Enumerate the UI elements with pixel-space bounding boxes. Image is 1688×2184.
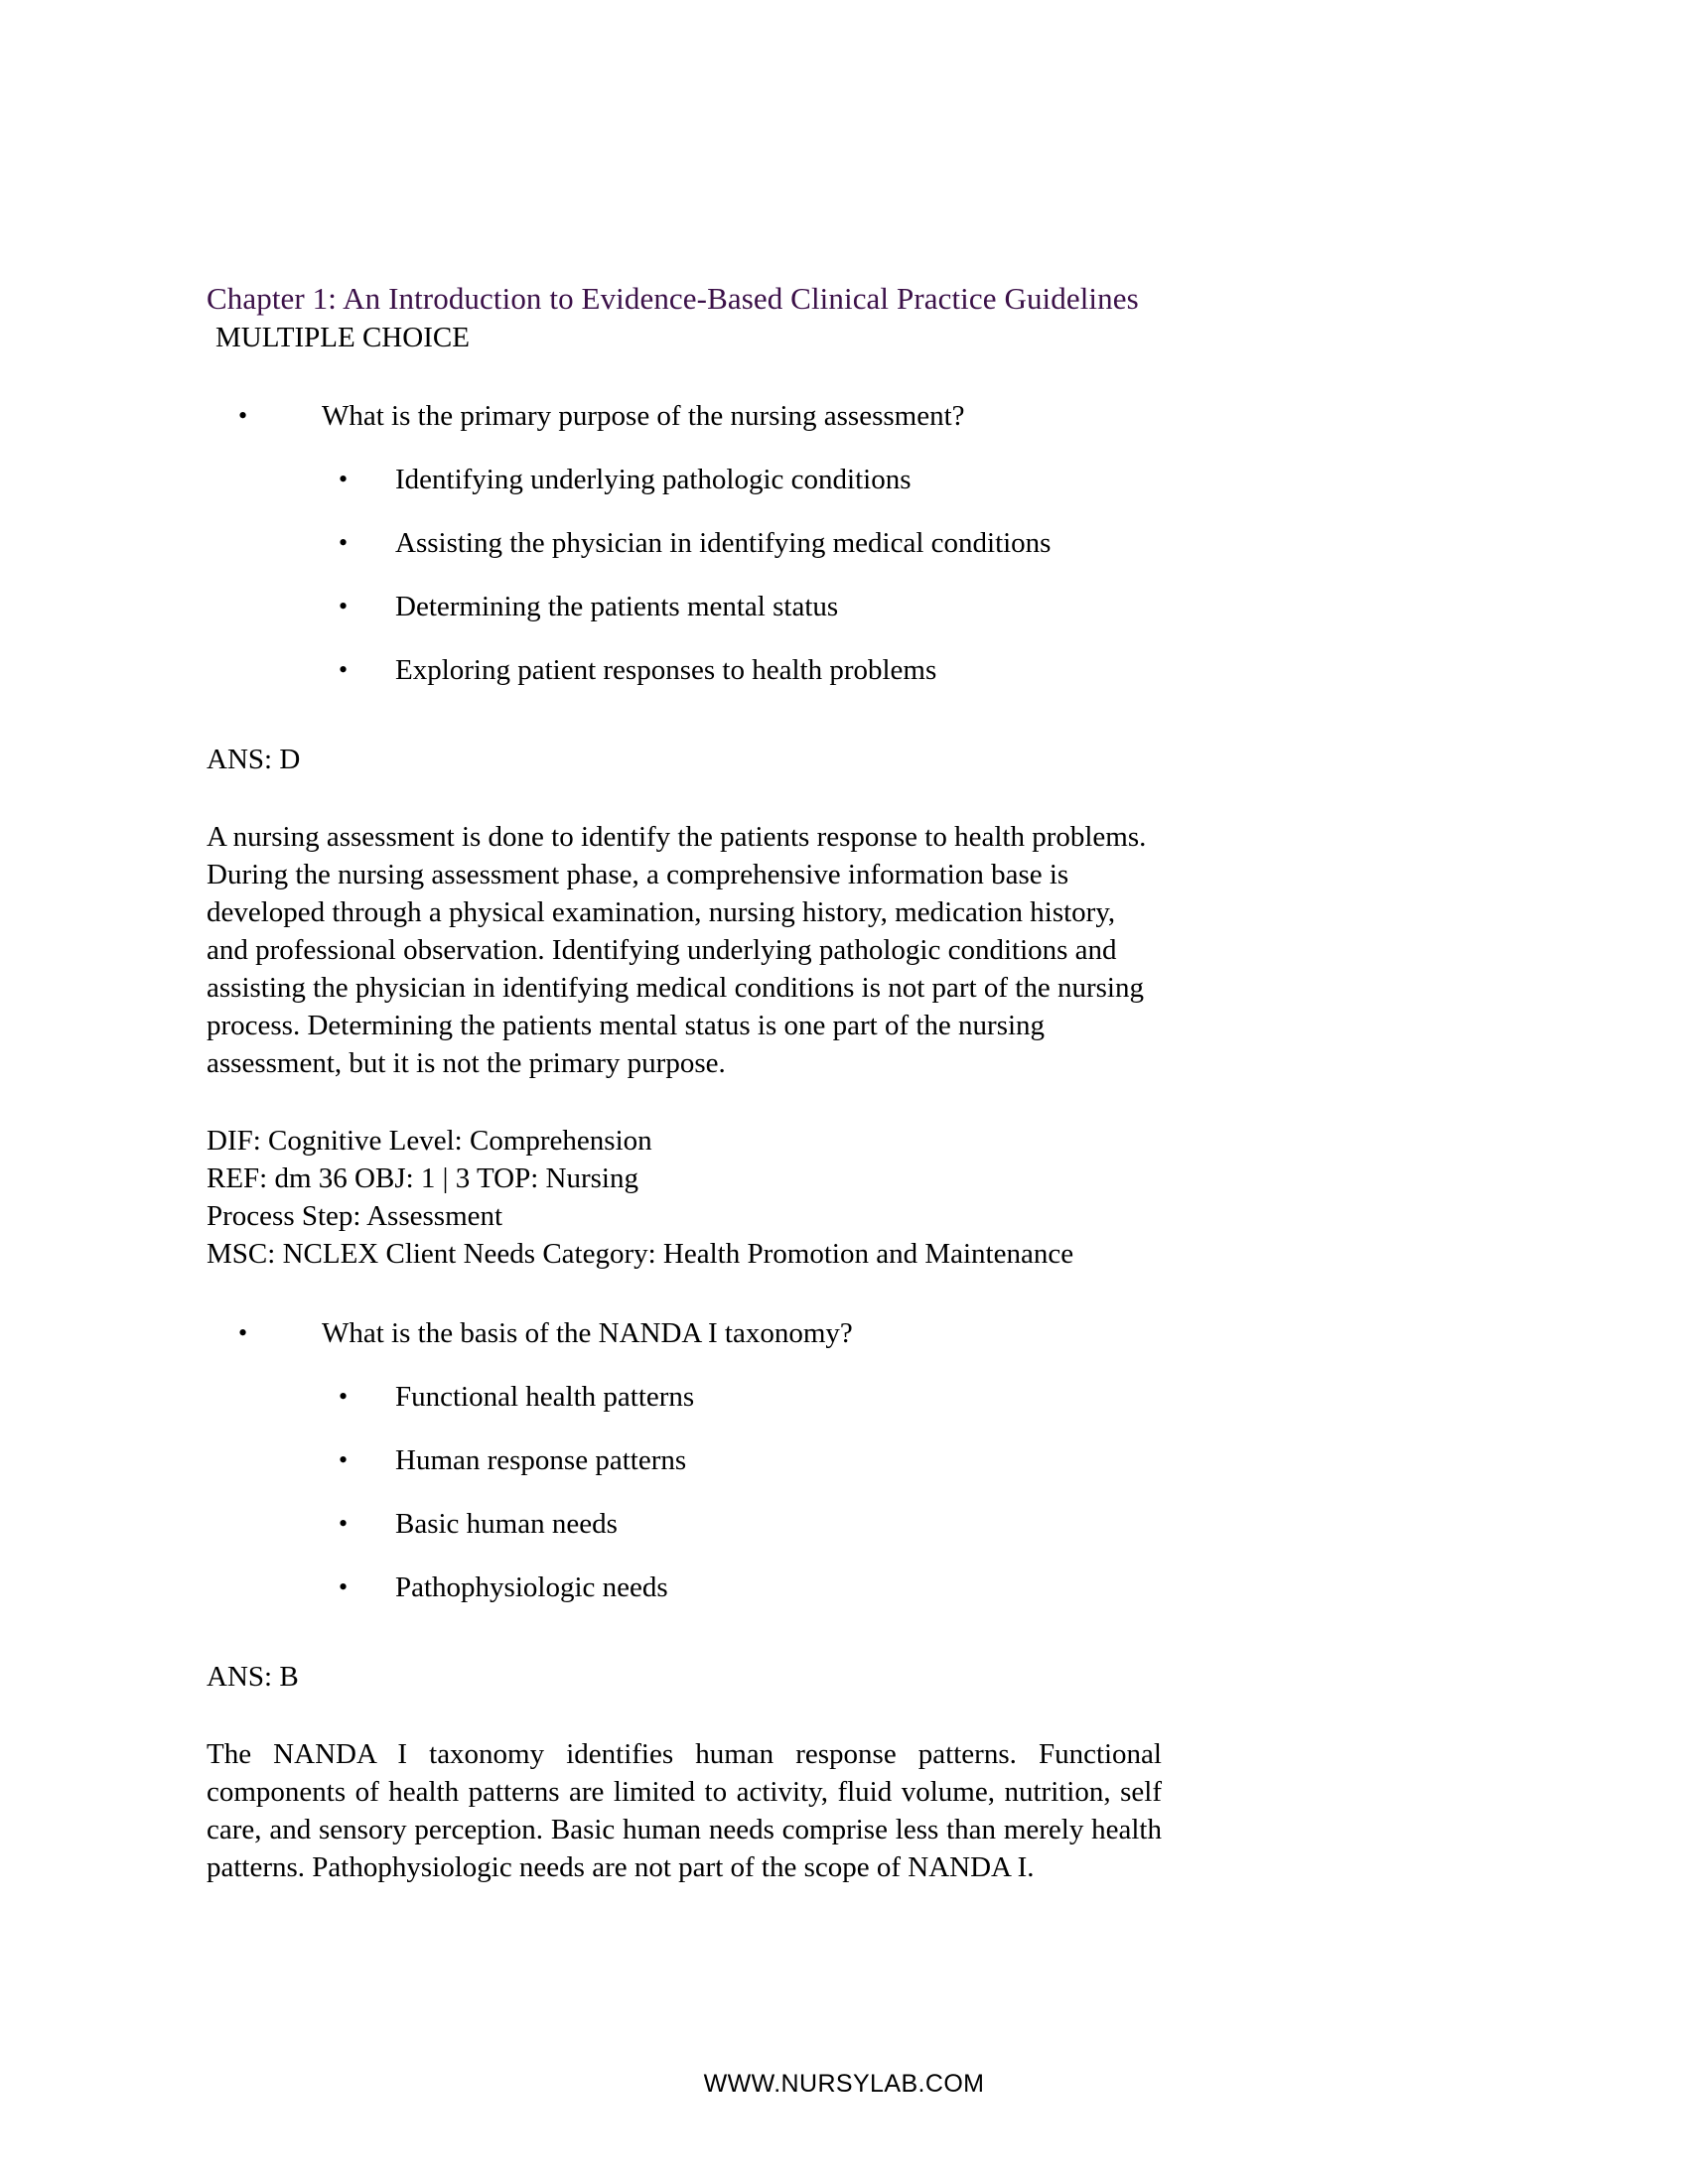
answer-options-list xyxy=(207,461,1398,689)
page-footer: WWW.NURSYLAB.COM xyxy=(703,2070,985,2098)
metadata-dif: DIF: Cognitive Level: Comprehension xyxy=(207,1125,652,1157)
answer-rationale: The NANDA I taxonomy identifies human response patterns. Functional components of health patterns are limited to activity, fluid volume, nutrition, self care, and sensory perception. Basic human needs comprise less than merely health patterns. Pathophysiologic needs are not part of the scope of NANDA I. xyxy=(207,1738,1162,1883)
answer-option[interactable] xyxy=(207,1441,1398,1479)
answer-options-list xyxy=(207,1378,1398,1606)
answer-rationale: A nursing assessment is done to identify the patients response to health problems. During the nursing assessment phase, a comprehensive information base is developed through a physical examination, nursing history, medication history, and professional observation. Identifying underlying pathologic conditions and assisting the physician in identifying medical conditions is not part of the nursing process. Determining the patients mental status is one part of the nursing assessment, but it is not the primary purpose. xyxy=(207,821,1147,1079)
question-stem-text: What is the basis of the NANDA I taxonomy? xyxy=(322,1317,853,1349)
bullet-icon: • xyxy=(238,401,248,430)
bullet-icon: • xyxy=(339,465,349,493)
answer-key: ANS: D xyxy=(207,744,301,775)
bullet-icon: • xyxy=(339,1572,349,1601)
answer-option[interactable] xyxy=(207,1569,1398,1606)
answer-option-text: Exploring patient responses to health problems xyxy=(395,654,937,686)
answer-option-text: Human response patterns xyxy=(395,1444,687,1476)
answer-option[interactable] xyxy=(207,524,1398,562)
bullet-icon: • xyxy=(339,592,349,620)
answer-option-text: Functional health patterns xyxy=(395,1381,695,1413)
question-metadata xyxy=(207,1122,1398,1273)
metadata-msc: MSC: NCLEX Client Needs Category: Health Promotion and Maintenance xyxy=(207,1238,1074,1270)
answer-option-text: Identifying underlying pathologic conditions xyxy=(395,464,912,495)
answer-option-text: Pathophysiologic needs xyxy=(395,1571,668,1603)
answer-option[interactable] xyxy=(207,588,1398,625)
question-block-2 xyxy=(207,1314,1398,1886)
question-block-1 xyxy=(207,397,1398,1273)
answer-option[interactable] xyxy=(207,1378,1398,1416)
answer-option[interactable] xyxy=(207,651,1398,689)
answer-option[interactable] xyxy=(207,1505,1398,1543)
answer-option-text: Basic human needs xyxy=(395,1508,618,1540)
metadata-process-step: Process Step: Assessment xyxy=(207,1200,503,1232)
document-body xyxy=(207,280,1398,1886)
question-stem-row xyxy=(207,1314,1398,1352)
bullet-icon: • xyxy=(339,1382,349,1411)
bullet-icon: • xyxy=(238,1318,248,1347)
metadata-ref: REF: dm 36 OBJ: 1 | 3 TOP: Nursing xyxy=(207,1162,638,1194)
answer-key: ANS: B xyxy=(207,1661,299,1693)
answer-option[interactable] xyxy=(207,461,1398,498)
bullet-icon: • xyxy=(339,1509,349,1538)
bullet-icon: • xyxy=(339,1445,349,1474)
bullet-icon: • xyxy=(339,528,349,557)
bullet-icon: • xyxy=(339,655,349,684)
question-stem-row xyxy=(207,397,1398,435)
answer-option-text: Determining the patients mental status xyxy=(395,591,839,622)
page-title: Chapter 1: An Introduction to Evidence-Based Clinical Practice Guidelines xyxy=(207,281,1139,316)
answer-option-text: Assisting the physician in identifying medical conditions xyxy=(395,527,1052,559)
question-stem-text: What is the primary purpose of the nursing assessment? xyxy=(322,400,965,432)
section-heading-multiple-choice: MULTIPLE CHOICE xyxy=(215,322,470,353)
